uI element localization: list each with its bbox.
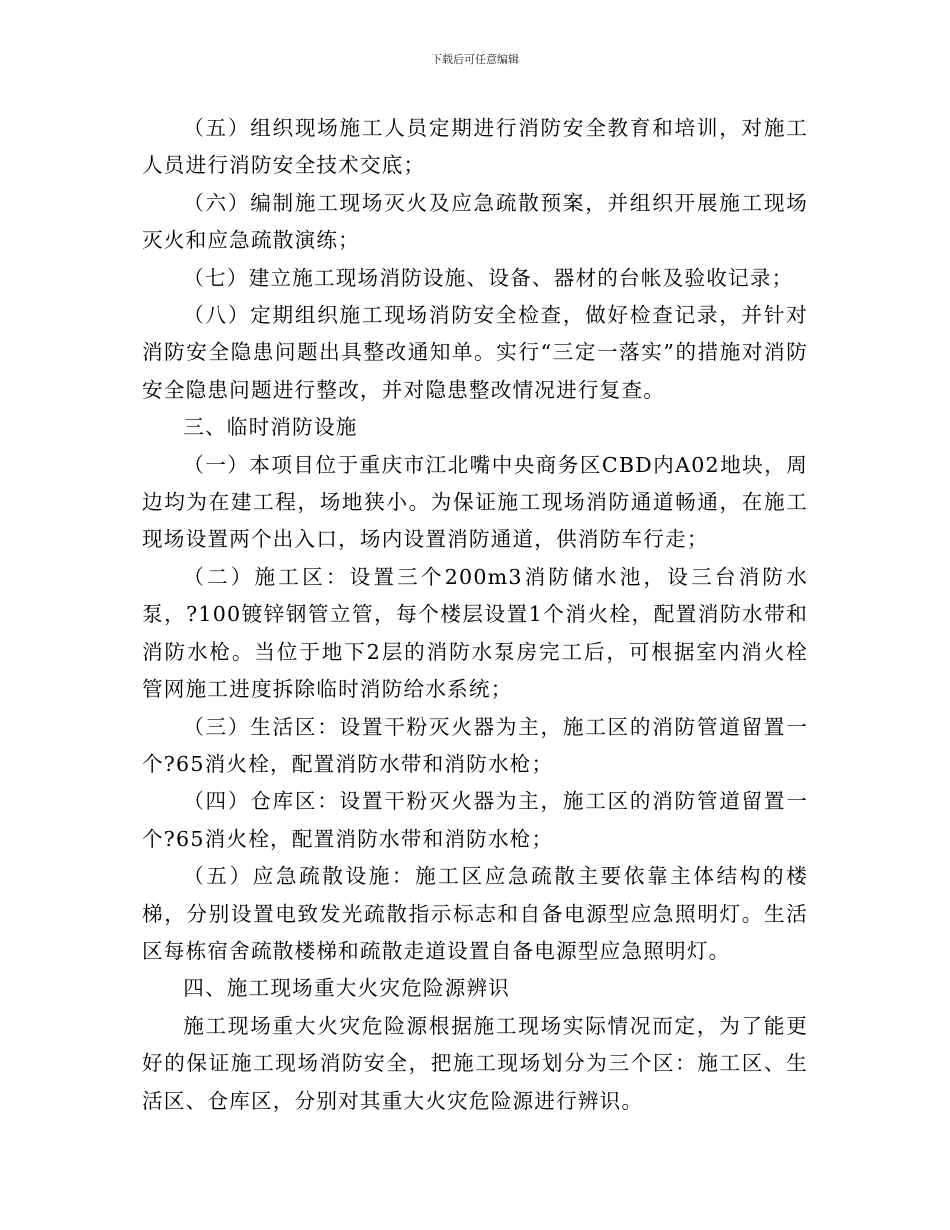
- paragraph-hazard-zones: 施工现场重大火灾危险源根据施工现场实际情况而定，为了能更好的保证施工现场消防安全，把施工现场划分为三个区：施工区、生活区、仓库区，分别对其重大火灾危险源进行辨识。: [142, 1013, 808, 1113]
- paragraph-facility-ledger: （七）建立施工现场消防设施、设备、器材的台帐及验收记录；: [183, 265, 794, 290]
- section-heading-temporary-fire-facilities: 三、临时消防设施: [183, 415, 358, 440]
- paragraph-warehouse-area: （四）仓库区：设置干粉灭火器为主，施工区的消防管道留置一个?65消火栓，配置消防水带和消防水枪；: [142, 789, 808, 851]
- paragraph-evacuation-facilities: （五）应急疏散设施：施工区应急疏散主要依靠主体结构的楼梯，分别设置电致发光疏散指示标志和自备电源型应急照明灯。生活区每栋宿舍疏散楼梯和疏散走道设置自备电源型应急照明灯。: [142, 864, 808, 963]
- paragraph-living-area: （三）生活区：设置干粉灭火器为主，施工区的消防管道留置一个?65消火栓，配置消防水带和消防水枪；: [142, 714, 808, 776]
- section-heading-hazard-identification: 四、施工现场重大火灾危险源辨识: [183, 976, 511, 1001]
- document-body: [142, 110, 808, 1120]
- page-header: 下载后可任意编辑: [431, 53, 519, 66]
- paragraph-fire-training: （五）组织现场施工人员定期进行消防安全教育和培训，对施工人员进行消防安全技术交底；: [142, 116, 808, 178]
- paragraph-site-location: （一）本项目位于重庆市江北嘴中央商务区CBD内A02地块，周边均为在建工程，场地狭小。为保证施工现场消防通道畅通，在施工现场设置两个出入口，场内设置消防通道，供消防车行走；: [142, 452, 808, 552]
- paragraph-emergency-plan: （六）编制施工现场灭火及应急疏散预案，并组织开展施工现场灭火和应急疏散演练；: [142, 190, 808, 253]
- paragraph-safety-inspection: （八）定期组织施工现场消防安全检查，做好检查记录，并针对消防安全隐患问题出具整改通知单。实行“三定一落实”的措施对消防安全隐患问题进行整改，并对隐患整改情况进行复查。: [142, 303, 808, 402]
- paragraph-construction-area: （二）施工区：设置三个200m3消防储水池，设三台消防水泵，?100镀锌钢管立管，每个楼层设置1个消火栓，配置消防水带和消防水枪。当位于地下2层的消防水泵房完工后，可根据室内消火栓管网施工进度拆除临时消防给水系统；: [142, 564, 808, 702]
